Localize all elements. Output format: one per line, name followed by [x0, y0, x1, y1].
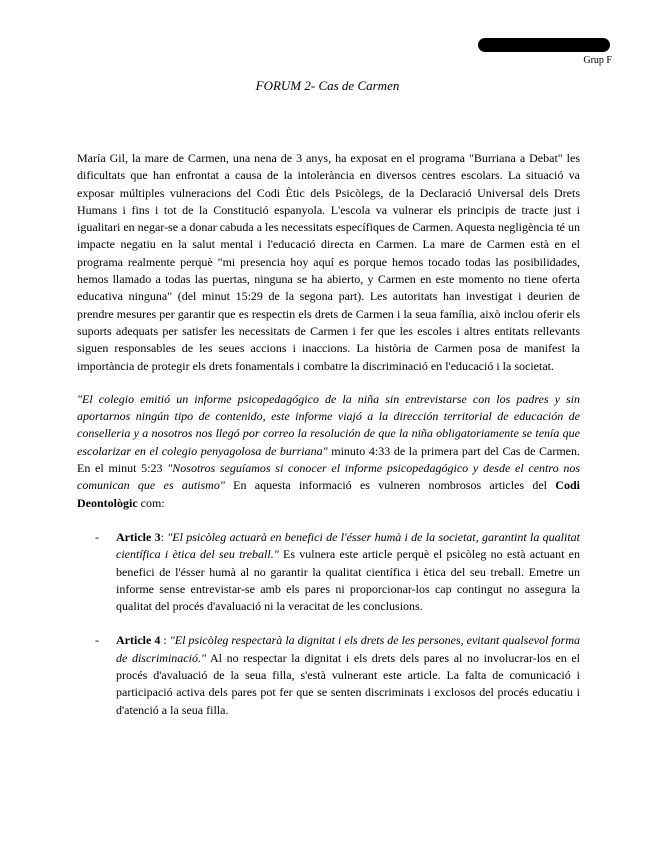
quote-paragraph: [77, 391, 580, 512]
group-label: Grup F: [583, 55, 612, 66]
quote-followup: En aquesta informació es vulneren nombrosos articles del: [224, 478, 556, 493]
document-body: [77, 150, 580, 736]
article-list: [77, 529, 580, 719]
redaction-bar: [478, 38, 610, 52]
article-quote: "El psicòleg respectarà la dignitat i els drets de les persones, evitant qualsevol forma de discriminació.": [116, 633, 580, 665]
intro-paragraph: María Gil, la mare de Carmen, una nena de 3 anys, ha exposat en el programa "Burriana a Debat" les dificultats que han enfrontat a causa de la intolerància en diversos centres escolars. La situació va exposar múltiples vulneracions del Codi Ètic dels Psicòlegs, de la Declaració Universal dels Drets Humans i fins i tot de la Constitució espanyola. L'escola va vulnerar els principis de tracte just i igualitari en negar-se a donar cabuda a les necessitats específiques de Carmen. Aquesta negligència té un impacte negatiu en la salut mental i l'educació directa en Carmen. La mare de Carmen està en el programa realmente perquè "mi presencia hoy aquí es porque hemos tocado todas las posibilidades, hemos llamado a todas las puertas, ninguna se ha abierto, y Carmen en este momento no tiene oferta educativa ninguna" (del minut 15:29 de la segona part). Les autoritats han investigat i deurien de prendre mesures per garantir que es respectin els drets de Carmen i la seua família, això inclou oferir els suports adequats per satisfer les necessitats de Carmen i fer que les escoles i altres entitats rellevants siguen responsables de les seues accions i inaccions. La història de Carmen posa de manifest la importància de protegir els drets fonamentals i combatre la discriminació en l'educació i la societat.: [77, 151, 580, 373]
bullet-dash: -: [95, 633, 99, 648]
bullet-dash: -: [95, 529, 99, 544]
quote-end: com:: [137, 495, 165, 510]
list-item: [77, 529, 580, 615]
article-separator: :: [160, 633, 170, 648]
article-label: Article 3: [116, 529, 161, 544]
article-separator: :: [160, 529, 168, 544]
codi-deontologic-bold: Codi Deontològic: [77, 478, 580, 510]
article-text: Es vulnera este article perquè el psicòleg no està actuant en benefici de l'ésser humà al no garantir la qualitat científica i ètica del seu treball. Emetre un informe sense entrevistar-se amb els pares ni proporcionar-los cap contingut no assegura la qualitat del procés d'avaluació ni la veracitat de les conclusions.: [116, 547, 580, 614]
quote-colegio: "El colegio emitió un informe psicopedagógico de la niña sin entrevistarse con los padres y sin aportarnos ningún tipo de contenido, este informe viajó a la dirección territorial de educación de conselleria y a nosotros nos llegó por correo la resolución de que la niña obligatoriamente se tenía que escolarizar en el colegio penyagolosa de burriana": [77, 391, 580, 458]
quote-autismo: "Nosotros seguíamos si conocer el informe psicopedagógico y desde el centro nos comunican que es autismo": [77, 461, 581, 493]
page-title: FORUM 2- Cas de Carmen: [255, 78, 400, 93]
article-text: Al no respectar la dignitat i els drets dels pares al no involucrar-los en el procés d'avaluació de la seua filla, s'està vulnerant este article. La falta de comunicació i participació activa dels pares pot fer que se senten discriminats i exclosos del procés educatiu i d'atenció a la seua filla.: [116, 650, 581, 717]
list-item: [77, 632, 580, 718]
article-quote: "El psicòleg actuarà en benefici de l'ésser humà i de la societat, garantint la qualitat científica i ètica del seu treball.": [116, 529, 580, 562]
quote-time-ref: minuto 4:33 de la primera part del Cas de Carmen. En el minut 5:23: [77, 443, 580, 476]
article-label: Article 4: [116, 633, 161, 648]
